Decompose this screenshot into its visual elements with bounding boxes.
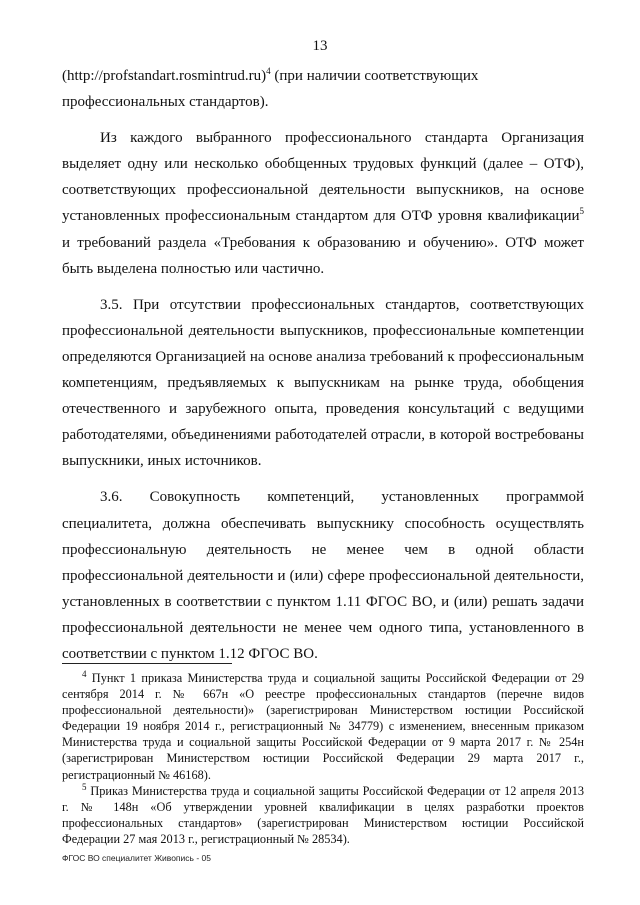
footnote-4 bbox=[62, 670, 584, 783]
footnote-5-number: 5 bbox=[82, 781, 87, 792]
footnote-ref-4: 4 bbox=[266, 66, 271, 76]
main-text bbox=[62, 63, 584, 667]
footnote-5 bbox=[62, 783, 584, 847]
document-footer: ФГОС ВО специалитет Живопись - 05 bbox=[62, 853, 211, 863]
footnote-4-number: 4 bbox=[82, 668, 87, 679]
paragraph-3-5: 3.5. При отсутствии профессиональных стандартов, соответствующих профессиональной деятельности выпускников, профессиональные компетенции определяются Организацией на основе анализа требований к профессиональным компетенциям, предъявляемых к выпускникам на рынке труда, обобщения отечественного и зарубежного опыта, проведения консультаций с ведущими работодателями, объединениями работодателей отрасли, в которой востребованы выпускники, иных источников. bbox=[62, 296, 584, 470]
page-number: 13 bbox=[312, 38, 328, 54]
footnote-separator bbox=[62, 663, 232, 664]
footnote-4-text: Пункт 1 приказа Министерства труда и социальной защиты Российской Федерации от 29 сентября 2014 г. № 667н «О реестре профессиональных стандартов (перечне видов профессиональной деятельности)» (зарегистрирован Министерством юстиции Российской Федерации 19 ноября 2014 г., регистрационный № 34779) с изменением, внесенным приказом Министерства труда и социальной защиты Российской Федерации от 9 марта 2017 г. № 254н (зарегистрирован Министерством юстиции Российской Федерации 29 марта 2017 г., регистрационный № 46168). bbox=[62, 671, 584, 782]
paragraph-0-line-2: профессиональных стандартов). bbox=[62, 94, 269, 111]
footnotes bbox=[62, 670, 584, 847]
footnote-ref-5: 5 bbox=[579, 206, 584, 217]
paragraph-3-6: 3.6. Совокупность компетенций, установленных программой специалитета, должна обеспечивать выпускнику способность осуществлять профессиональную деятельность не менее чем в одной области профессиональной деятельности и (или) сфере профессиональной деятельности, установленных в соответствии с пунктом 1.11 ФГОС ВО, и (или) решать задачи профессиональной деятельности не менее чем одного типа, установленного в соответствии с пунктом 1.12 ФГОС ВО. bbox=[62, 489, 584, 662]
footnote-5-text: Приказ Министерства труда и социальной защиты Российской Федерации от 12 апреля 2013 г. № 148н «Об утверждении уровней квалификации в целях разработки проектов профессиональных стандартов» (зарегистрирован Министерством юстиции Российской Федерации 27 мая 2013 г., регистрационный № 28534). bbox=[62, 783, 584, 846]
paragraph-0-line-1 bbox=[62, 63, 584, 89]
paragraph-1-text-b: и требований раздела «Требования к образованию и обучению». ОТФ может быть выделена полностью или частично. bbox=[62, 234, 584, 277]
paragraph-1-text-a: Из каждого выбранного профессионального стандарта Организация выделяет одну или несколько обобщенных трудовых функций (далее – ОТФ), соответствующих профессиональной деятельности выпускников, на основе установленных профессиональным стандартом для ОТФ уровня квалификации bbox=[62, 130, 584, 225]
profstandart-url: (http://profstandart.rosmintrud.ru) bbox=[62, 68, 267, 84]
paragraph-1 bbox=[62, 125, 584, 282]
paragraph-0-tail: (при наличии соответствующих bbox=[270, 68, 479, 84]
